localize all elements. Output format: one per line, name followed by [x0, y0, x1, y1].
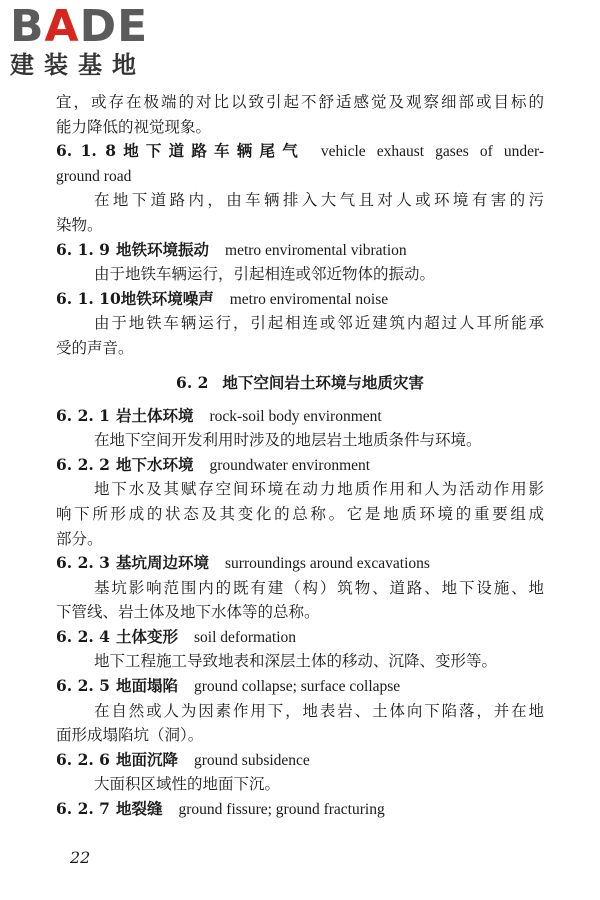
- term-english: soil deformation: [194, 628, 297, 646]
- term-heading: [56, 287, 544, 312]
- term-heading: [56, 453, 544, 478]
- section-heading: [56, 361, 544, 404]
- paragraph-line: 能力降低的视觉现象。: [56, 117, 212, 136]
- section-title: 地下空间岩土环境与地质灾害: [222, 372, 424, 392]
- definition-line: 由于地铁车辆运行，引起相连或邻近建筑内超过人耳所能承: [94, 314, 544, 333]
- term-heading: [56, 797, 544, 822]
- term-chinese: 地裂缝: [116, 799, 163, 819]
- definition-line: 在地下道路内，由车辆排入大气且对人或环境有害的污: [94, 191, 544, 210]
- definition-line: 由于地铁车辆运行，引起相连或邻近物体的振动。: [94, 265, 436, 284]
- page-number: 22: [70, 848, 91, 867]
- document-body: [56, 90, 544, 822]
- definition-line: 部分。: [56, 529, 103, 548]
- term-english-continued: ground road: [56, 167, 132, 185]
- definition-line: 响下所形成的状态及其变化的总称。它是地质环境的重要组成: [56, 504, 544, 523]
- term-english: metro enviromental noise: [229, 290, 389, 308]
- term-number: 6. 2. 1: [56, 405, 110, 425]
- term-chinese: 地面沉降: [116, 749, 179, 769]
- section-number: 6. 2: [176, 372, 209, 392]
- term-number: 6. 2. 2: [56, 454, 110, 474]
- bade-logo: [10, 1, 149, 80]
- term-chinese: 地面塌陷: [116, 676, 179, 696]
- term-chinese: 岩土体环境: [116, 405, 194, 425]
- term-number: 6. 2. 7: [56, 799, 110, 819]
- term-chinese: 土体变形: [116, 626, 179, 646]
- term-heading: [56, 139, 544, 164]
- logo-subtitle: 建装基地: [10, 51, 146, 79]
- term-number: 6. 2. 6: [56, 749, 110, 769]
- term-number: 6. 2. 3: [56, 553, 110, 573]
- definition-line: 下管线、岩土体及地下水体等的总称。: [56, 603, 320, 622]
- term-number: 6. 1. 8: [56, 141, 116, 161]
- definition-line: 地下水及其赋存空间环境在动力地质作用和人为活动作用影: [94, 480, 544, 499]
- term-chinese: 地下水环境: [116, 454, 194, 474]
- term-heading: [56, 674, 544, 699]
- term-number: 6. 1. 10: [56, 288, 121, 308]
- term-heading: [56, 551, 544, 576]
- term-heading: [56, 404, 544, 429]
- term-chinese: 地下道路车辆尾气: [116, 141, 305, 161]
- term-english: surroundings around excavations: [225, 555, 430, 573]
- definition-line: 基坑影响范围内的既有建（构）筑物、道路、地下设施、地: [94, 578, 544, 597]
- term-english: metro enviromental vibration: [225, 241, 407, 259]
- definition-line: 受的声音。: [56, 338, 134, 357]
- definition-line: 染物。: [56, 215, 103, 234]
- term-number: 6. 2. 4: [56, 626, 110, 646]
- term-heading-continued: [56, 164, 544, 189]
- term-heading: [56, 625, 544, 650]
- term-english: groundwater environment: [209, 456, 371, 474]
- term-number: 6. 1. 9: [56, 239, 110, 259]
- term-heading: [56, 748, 544, 773]
- term-number: 6. 2. 5: [56, 676, 110, 696]
- term-english: rock-soil body environment: [209, 407, 382, 425]
- term-english: ground fissure; ground fracturing: [178, 801, 385, 819]
- definition-line: 大面积区域性的地面下沉。: [94, 775, 281, 794]
- term-chinese: 地铁环境振动: [116, 239, 210, 259]
- term-english: ground collapse; surface collapse: [194, 678, 401, 696]
- logo-wordmark: BADE: [10, 1, 149, 52]
- definition-line: 在自然或人为因素作用下，地表岩、土体向下陷落，并在地: [94, 701, 544, 720]
- term-heading: [56, 238, 544, 263]
- term-chinese: 地铁环境噪声: [120, 288, 214, 308]
- paragraph-line: 宜，或存在极端的对比以致引起不舒适感觉及观察细部或目标的: [56, 93, 544, 111]
- definition-line: 在地下空间开发利用时涉及的地层岩土地质条件与环境。: [94, 431, 482, 450]
- definition-line: 面形成塌陷坑（洞）。: [56, 726, 204, 745]
- term-chinese: 基坑周边环境: [116, 553, 210, 573]
- definition-line: 地下工程施工导致地表和深层土体的移动、沉降、变形等。: [94, 652, 498, 671]
- term-english: vehicle exhaust gases of under-: [320, 143, 544, 161]
- term-english: ground subsidence: [194, 751, 310, 769]
